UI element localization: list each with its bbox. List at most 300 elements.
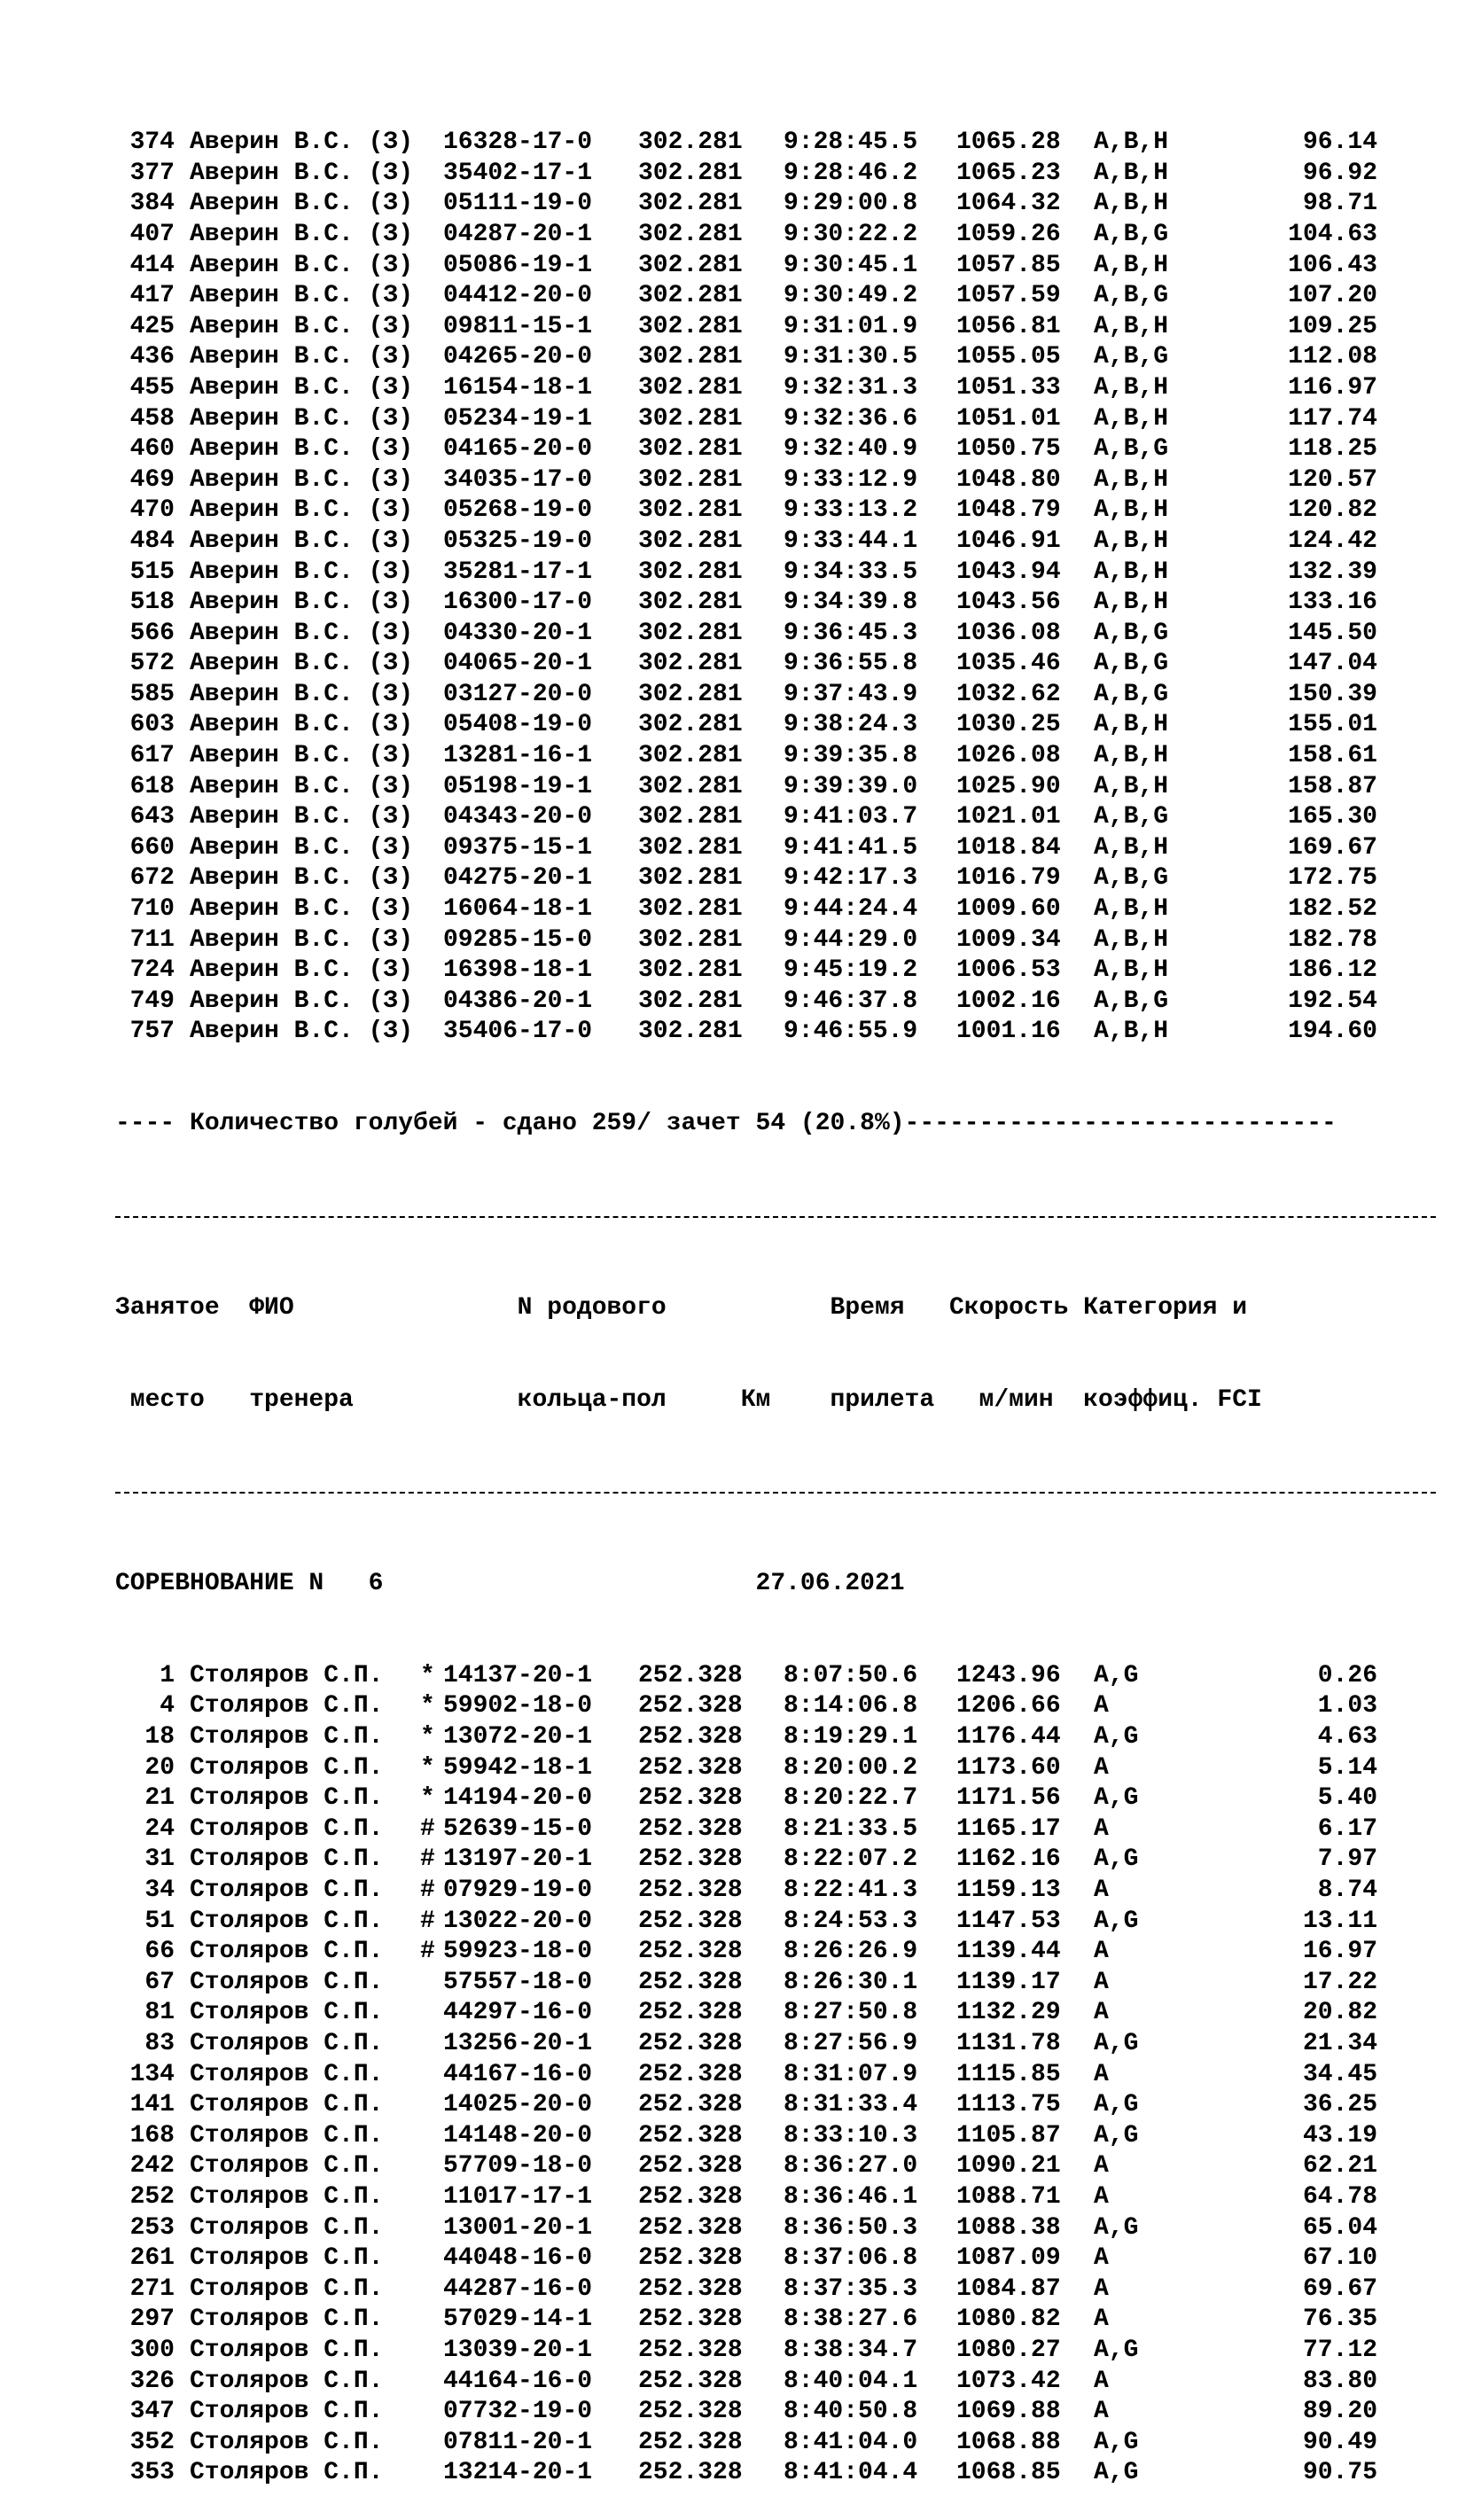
cell-speed: 1088.38 (956, 2213, 1061, 2242)
cell-km: 302.281 (638, 680, 743, 708)
cell-cat: A,G (1094, 2213, 1139, 2242)
cell-cat: A (1094, 2152, 1109, 2181)
cell-name: Аверин В.С. (З) (190, 465, 414, 494)
result-row (115, 2151, 1377, 2182)
cell-name: Столяров С.П. (190, 2398, 384, 2426)
cell-place: 469 (129, 465, 175, 494)
cell-speed: 1032.62 (956, 680, 1061, 708)
result-row (115, 1661, 1377, 1692)
cell-km: 252.328 (638, 1968, 743, 1996)
cell-speed: 1006.53 (956, 956, 1061, 985)
cell-cat: A (1094, 1753, 1109, 1782)
cell-cat: A (1094, 2060, 1109, 2088)
cell-name: Аверин В.С. (З) (190, 159, 414, 187)
cell-place: 672 (129, 864, 175, 893)
result-row (115, 925, 1377, 956)
cell-cat: A,B,H (1094, 895, 1169, 924)
cell-ring: 13256-20-1 (443, 2030, 593, 2057)
cell-km: 302.281 (638, 159, 743, 187)
cell-place: 566 (129, 619, 175, 647)
cell-speed: 1080.82 (956, 2305, 1061, 2334)
cell-name: Аверин В.С. (З) (190, 496, 414, 525)
cell-fci: 1.03 (1317, 1692, 1377, 1720)
cell-name: Столяров С.П. (190, 1723, 384, 1752)
cell-cat: A,B,G (1094, 987, 1169, 1015)
cell-cat: A,B,H (1094, 558, 1169, 586)
cell-time: 9:31:30.5 (784, 343, 918, 371)
cell-name: Аверин В.С. (З) (190, 190, 414, 218)
cell-ring: 44287-16-0 (443, 2274, 593, 2303)
cell-name: Столяров С.П. (190, 1876, 384, 1905)
cell-km: 302.281 (638, 282, 743, 310)
cell-name: Столяров С.П. (190, 2091, 384, 2119)
cell-cat: A,B,H (1094, 312, 1169, 340)
cell-place: 242 (129, 2152, 175, 2181)
cell-time: 9:39:39.0 (784, 772, 918, 800)
cell-fci: 5.14 (1317, 1753, 1377, 1782)
cell-time: 9:46:37.8 (784, 987, 918, 1015)
divider-rule (115, 1477, 1377, 1508)
cell-ring: 35281-17-1 (443, 558, 593, 586)
cell-time: 8:31:33.4 (784, 2091, 918, 2119)
result-row (115, 2243, 1377, 2274)
cell-name: Аверин В.С. (З) (190, 343, 414, 371)
cell-time: 9:44:24.4 (784, 895, 918, 924)
cell-fci: 147.04 (1288, 650, 1377, 678)
cell-time: 9:33:12.9 (784, 465, 918, 494)
cell-place: 470 (129, 496, 175, 525)
cell-ring: 13039-20-1 (443, 2336, 593, 2364)
cell-km: 252.328 (638, 2060, 743, 2088)
cell-fci: 90.49 (1302, 2428, 1377, 2456)
cell-cat: A,B,H (1094, 404, 1169, 433)
cell-cat: A,G (1094, 1845, 1139, 1874)
cell-name: Аверин В.С. (З) (190, 864, 414, 893)
result-row (115, 649, 1377, 680)
cell-place: 458 (129, 404, 175, 433)
cell-name: Аверин В.С. (З) (190, 619, 414, 647)
cell-time: 9:30:49.2 (784, 282, 918, 310)
cell-ring: 59923-18-0 (443, 1938, 593, 1966)
result-row (115, 894, 1377, 925)
cell-place: 83 (144, 2030, 175, 2057)
result-row (115, 1937, 1377, 1968)
cell-name: Столяров С.П. (190, 1692, 384, 1720)
cell-ring: 16328-17-0 (443, 129, 593, 157)
cell-fci: 107.20 (1288, 282, 1377, 310)
cell-ring: 57557-18-0 (443, 1968, 593, 1996)
cell-cat: A (1094, 1968, 1109, 1996)
cell-cat: A,G (1094, 2428, 1139, 2456)
cell-km: 302.281 (638, 527, 743, 555)
cell-ring: 59942-18-1 (443, 1753, 593, 1782)
cell-name: Аверин В.С. (З) (190, 589, 414, 617)
cell-fci: 145.50 (1288, 619, 1377, 647)
cell-speed: 1206.66 (956, 1692, 1061, 1720)
cell-speed: 1105.87 (956, 2121, 1061, 2149)
cell-km: 252.328 (638, 2274, 743, 2303)
cell-ring: 07811-20-1 (443, 2428, 593, 2456)
cell-time: 9:34:33.5 (784, 558, 918, 586)
result-row (115, 159, 1377, 190)
cell-time: 9:30:45.1 (784, 251, 918, 279)
cell-place: 51 (144, 1907, 175, 1935)
cell-km: 252.328 (638, 1723, 743, 1752)
cell-km: 302.281 (638, 220, 743, 248)
result-row (115, 1753, 1377, 1784)
cell-name: Столяров С.П. (190, 1907, 384, 1935)
result-row (115, 373, 1377, 404)
cell-mark: # (420, 1907, 435, 1935)
cell-km: 252.328 (638, 2244, 743, 2273)
cell-cat: A,B,H (1094, 772, 1169, 800)
cell-place: 134 (129, 2060, 175, 2088)
cell-name: Столяров С.П. (190, 1753, 384, 1782)
cell-name: Столяров С.П. (190, 2121, 384, 2149)
cell-name: Аверин В.С. (З) (190, 772, 414, 800)
cell-speed: 1048.80 (956, 465, 1061, 494)
cell-cat: A,G (1094, 2030, 1139, 2057)
result-row (115, 465, 1377, 496)
cell-place: 297 (129, 2305, 175, 2334)
cell-name: Столяров С.П. (190, 1938, 384, 1966)
cell-ring: 04287-20-1 (443, 220, 593, 248)
cell-cat: A,G (1094, 1723, 1139, 1752)
cell-km: 252.328 (638, 2459, 743, 2487)
cell-fci: 43.19 (1302, 2121, 1377, 2149)
cell-ring: 14137-20-1 (443, 1661, 593, 1689)
cell-cat: A,B,H (1094, 129, 1169, 157)
cell-time: 9:37:43.9 (784, 680, 918, 708)
cell-name: Аверин В.С. (З) (190, 282, 414, 310)
cell-time: 8:40:04.1 (784, 2367, 918, 2395)
cell-speed: 1173.60 (956, 1753, 1061, 1782)
cell-speed: 1113.75 (956, 2091, 1061, 2119)
cell-fci: 186.12 (1288, 956, 1377, 985)
result-row (115, 1845, 1377, 1876)
cell-speed: 1035.46 (956, 650, 1061, 678)
cell-fci: 5.40 (1317, 1784, 1377, 1813)
cell-speed: 1046.91 (956, 527, 1061, 555)
cell-ring: 13001-20-1 (443, 2213, 593, 2242)
cell-km: 302.281 (638, 465, 743, 494)
divider-rule (115, 1201, 1377, 1232)
cell-fci: 132.39 (1288, 558, 1377, 586)
cell-km: 252.328 (638, 2152, 743, 2181)
cell-speed: 1171.56 (956, 1784, 1061, 1813)
cell-place: 81 (144, 1999, 175, 2027)
cell-time: 9:33:13.2 (784, 496, 918, 525)
result-row (115, 1017, 1377, 1048)
cell-name: Столяров С.П. (190, 2459, 384, 2487)
result-row (115, 251, 1377, 282)
result-row (115, 2305, 1377, 2336)
cell-time: 9:28:45.5 (784, 129, 918, 157)
cell-time: 9:32:36.6 (784, 404, 918, 433)
cell-cat: A (1094, 1938, 1109, 1966)
cell-fci: 96.92 (1302, 159, 1377, 187)
cell-time: 8:22:41.3 (784, 1876, 918, 1905)
cell-cat: A (1094, 2398, 1109, 2426)
cell-place: 66 (144, 1938, 175, 1966)
cell-name: Аверин В.С. (З) (190, 312, 414, 340)
cell-speed: 1065.28 (956, 129, 1061, 157)
cell-time: 8:36:50.3 (784, 2213, 918, 2242)
cell-speed: 1165.17 (956, 1814, 1061, 1843)
cell-km: 252.328 (638, 2305, 743, 2334)
cell-km: 302.281 (638, 312, 743, 340)
cell-fci: 120.82 (1288, 496, 1377, 525)
cell-name: Столяров С.П. (190, 1784, 384, 1813)
cell-fci: 106.43 (1288, 251, 1377, 279)
cell-fci: 83.80 (1302, 2367, 1377, 2395)
cell-ring: 05234-19-1 (443, 404, 593, 433)
cell-ring: 57709-18-0 (443, 2152, 593, 2181)
cell-name: Аверин В.С. (З) (190, 680, 414, 708)
cell-time: 8:41:04.0 (784, 2428, 918, 2456)
cell-place: 425 (129, 312, 175, 340)
cell-cat: A,B,G (1094, 650, 1169, 678)
cell-place: 417 (129, 282, 175, 310)
cell-ring: 44048-16-0 (443, 2244, 593, 2273)
cell-fci: 13.11 (1302, 1907, 1377, 1935)
cell-name: Столяров С.П. (190, 2244, 384, 2273)
cell-km: 252.328 (638, 2336, 743, 2364)
cell-place: 518 (129, 589, 175, 617)
cell-ring: 11017-17-1 (443, 2182, 593, 2211)
cell-speed: 1051.01 (956, 404, 1061, 433)
cell-km: 252.328 (638, 1876, 743, 1905)
cell-fci: 96.14 (1302, 129, 1377, 157)
cell-speed: 1056.81 (956, 312, 1061, 340)
cell-cat: A,B,H (1094, 496, 1169, 525)
result-row (115, 404, 1377, 435)
cell-km: 252.328 (638, 2182, 743, 2211)
cell-km: 302.281 (638, 956, 743, 985)
competition-title: СОРЕВНОВАНИЕ N 6 27.06.2021 (115, 1570, 905, 1598)
cell-place: 20 (144, 1753, 175, 1782)
cell-name: Столяров С.П. (190, 2060, 384, 2088)
cell-speed: 1068.88 (956, 2428, 1061, 2456)
cell-ring: 44297-16-0 (443, 1999, 593, 2027)
cell-fci: 65.04 (1302, 2213, 1377, 2242)
cell-speed: 1073.42 (956, 2367, 1061, 2395)
cell-mark: * (420, 1692, 435, 1720)
cell-ring: 09285-15-0 (443, 925, 593, 954)
cell-place: 711 (129, 925, 175, 954)
cell-cat: A,G (1094, 2459, 1139, 2487)
cell-ring: 04386-20-1 (443, 987, 593, 1015)
result-row (115, 2121, 1377, 2152)
cell-fci: 90.75 (1302, 2459, 1377, 2487)
cell-km: 252.328 (638, 1907, 743, 1935)
cell-km: 302.281 (638, 251, 743, 279)
cell-place: 603 (129, 711, 175, 739)
cell-km: 302.281 (638, 895, 743, 924)
cell-ring: 04275-20-1 (443, 864, 593, 893)
cell-name: Аверин В.С. (З) (190, 373, 414, 402)
cell-mark: # (420, 1814, 435, 1843)
cell-place: 407 (129, 220, 175, 248)
cell-km: 302.281 (638, 650, 743, 678)
cell-km: 302.281 (638, 1018, 743, 1046)
result-row (115, 220, 1377, 251)
cell-cat: A,B,H (1094, 589, 1169, 617)
cell-speed: 1043.56 (956, 589, 1061, 617)
result-row (115, 1783, 1377, 1814)
cell-fci: 67.10 (1302, 2244, 1377, 2273)
cell-time: 9:39:35.8 (784, 742, 918, 770)
cell-ring: 34035-17-0 (443, 465, 593, 494)
cell-ring: 13022-20-0 (443, 1907, 593, 1935)
cell-fci: 182.52 (1288, 895, 1377, 924)
cell-speed: 1043.94 (956, 558, 1061, 586)
cell-km: 302.281 (638, 404, 743, 433)
result-row (115, 189, 1377, 220)
cell-ring: 13197-20-1 (443, 1845, 593, 1874)
result-row (115, 2213, 1377, 2244)
cell-time: 9:29:00.8 (784, 190, 918, 218)
cell-speed: 1087.09 (956, 2244, 1061, 2273)
cell-cat: A,B,H (1094, 190, 1169, 218)
cell-speed: 1139.17 (956, 1968, 1061, 1996)
cell-speed: 1025.90 (956, 772, 1061, 800)
cell-name: Столяров С.П. (190, 2336, 384, 2364)
cell-cat: A (1094, 1876, 1109, 1905)
cell-place: 455 (129, 373, 175, 402)
cell-ring: 35406-17-0 (443, 1018, 593, 1046)
cell-km: 252.328 (638, 1784, 743, 1813)
cell-time: 8:27:56.9 (784, 2030, 918, 2057)
result-row (115, 987, 1377, 1018)
cell-name: Аверин В.С. (З) (190, 527, 414, 555)
cell-cat: A,B,H (1094, 742, 1169, 770)
cell-place: 384 (129, 190, 175, 218)
cell-name: Столяров С.П. (190, 2030, 384, 2057)
cell-time: 9:31:01.9 (784, 312, 918, 340)
cell-fci: 133.16 (1288, 589, 1377, 617)
cell-fci: 34.45 (1302, 2060, 1377, 2088)
cell-time: 9:42:17.3 (784, 864, 918, 893)
cell-speed: 1059.26 (956, 220, 1061, 248)
cell-km: 252.328 (638, 2030, 743, 2057)
cell-name: Аверин В.С. (З) (190, 251, 414, 279)
cell-cat: A,B,G (1094, 803, 1169, 831)
cell-speed: 1057.59 (956, 282, 1061, 310)
cell-ring: 52639-15-0 (443, 1814, 593, 1843)
cell-cat: A (1094, 2244, 1109, 2273)
cell-km: 252.328 (638, 2428, 743, 2456)
result-row (115, 128, 1377, 159)
cell-km: 252.328 (638, 1753, 743, 1782)
cell-name: Столяров С.П. (190, 2367, 384, 2395)
cell-ring: 04330-20-1 (443, 619, 593, 647)
result-row (115, 2060, 1377, 2091)
cell-ring: 04412-20-0 (443, 282, 593, 310)
cell-fci: 169.67 (1288, 833, 1377, 862)
cell-mark: * (420, 1661, 435, 1689)
cell-cat: A,G (1094, 2091, 1139, 2119)
cell-ring: 07929-19-0 (443, 1876, 593, 1905)
result-row (115, 2367, 1377, 2398)
cell-cat: A,B,H (1094, 956, 1169, 985)
cell-km: 302.281 (638, 987, 743, 1015)
cell-time: 9:41:03.7 (784, 803, 918, 831)
cell-fci: 118.25 (1288, 435, 1377, 464)
cell-cat: A (1094, 2274, 1109, 2303)
cell-name: Аверин В.С. (З) (190, 129, 414, 157)
cell-fci: 17.22 (1302, 1968, 1377, 1996)
cell-cat: A,G (1094, 1661, 1139, 1689)
result-row (115, 2458, 1377, 2489)
cell-cat: A,B,H (1094, 251, 1169, 279)
cell-name: Столяров С.П. (190, 1999, 384, 2027)
cell-name: Аверин В.С. (З) (190, 956, 414, 985)
cell-time: 8:19:29.1 (784, 1723, 918, 1752)
cell-fci: 116.97 (1288, 373, 1377, 402)
cell-speed: 1065.23 (956, 159, 1061, 187)
cell-km: 302.281 (638, 619, 743, 647)
result-row (115, 710, 1377, 741)
cell-ring: 05086-19-1 (443, 251, 593, 279)
cell-place: 4 (160, 1692, 175, 1720)
cell-fci: 117.74 (1288, 404, 1377, 433)
cell-cat: A,B,H (1094, 711, 1169, 739)
cell-cat: A (1094, 2367, 1109, 2395)
cell-speed: 1115.85 (956, 2060, 1061, 2088)
cell-name: Аверин В.С. (З) (190, 220, 414, 248)
cell-time: 8:27:50.8 (784, 1999, 918, 2027)
cell-place: 617 (129, 742, 175, 770)
cell-ring: 44164-16-0 (443, 2367, 593, 2395)
cell-ring: 05268-19-0 (443, 496, 593, 525)
cell-time: 9:38:24.3 (784, 711, 918, 739)
result-row (115, 1722, 1377, 1753)
cell-cat: A,B,H (1094, 465, 1169, 494)
cell-place: 377 (129, 159, 175, 187)
cell-speed: 1051.33 (956, 373, 1061, 402)
cell-time: 9:36:45.3 (784, 619, 918, 647)
cell-cat: A,B,G (1094, 680, 1169, 708)
cell-speed: 1069.88 (956, 2398, 1061, 2426)
cell-fci: 6.17 (1317, 1814, 1377, 1843)
cell-ring: 14148-20-0 (443, 2121, 593, 2149)
cell-mark: # (420, 1845, 435, 1874)
cell-mark: # (420, 1876, 435, 1905)
cell-name: Аверин В.С. (З) (190, 711, 414, 739)
cell-speed: 1021.01 (956, 803, 1061, 831)
cell-time: 8:20:00.2 (784, 1753, 918, 1782)
cell-name: Аверин В.С. (З) (190, 925, 414, 954)
cell-speed: 1243.96 (956, 1661, 1061, 1689)
cell-time: 8:37:35.3 (784, 2274, 918, 2303)
result-row (115, 772, 1377, 803)
cell-speed: 1064.32 (956, 190, 1061, 218)
cell-ring: 35402-17-1 (443, 159, 593, 187)
result-row (115, 1691, 1377, 1722)
cell-fci: 69.67 (1302, 2274, 1377, 2303)
cell-fci: 124.42 (1288, 527, 1377, 555)
cell-cat: A,B,H (1094, 159, 1169, 187)
cell-time: 8:36:27.0 (784, 2152, 918, 2181)
cell-time: 9:46:55.9 (784, 1018, 918, 1046)
cell-name: Аверин В.С. (З) (190, 404, 414, 433)
cell-fci: 109.25 (1288, 312, 1377, 340)
cell-name: Столяров С.П. (190, 2428, 384, 2456)
cell-ring: 16398-18-1 (443, 956, 593, 985)
cell-fci: 64.78 (1302, 2182, 1377, 2211)
result-row (115, 956, 1377, 987)
